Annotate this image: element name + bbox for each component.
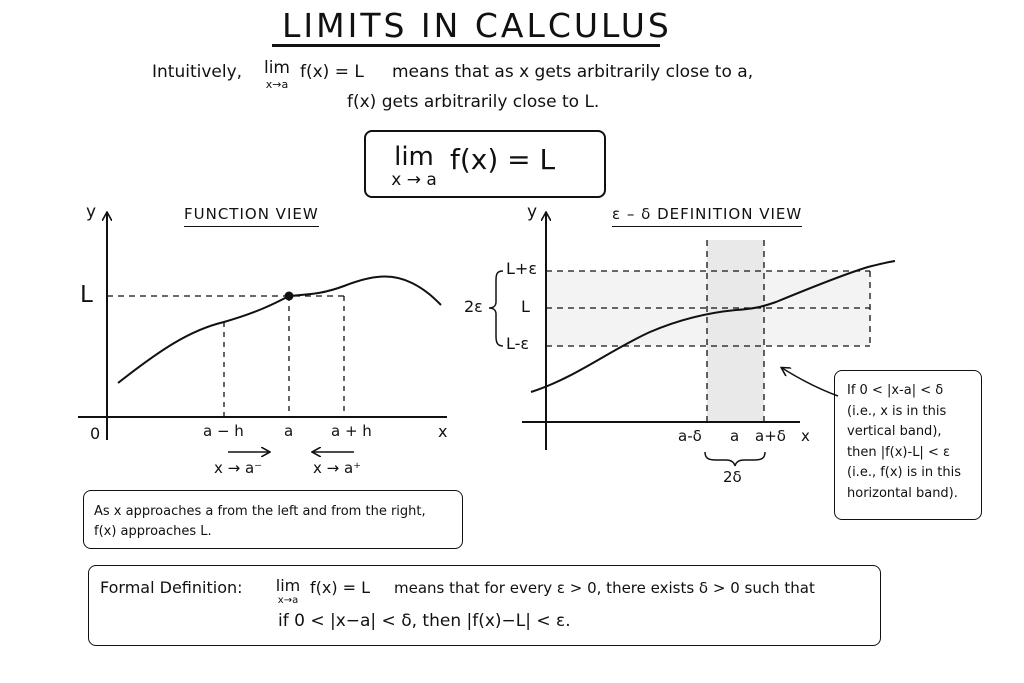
approach-explanation-box: [83, 490, 463, 549]
formal-lim-word: lim: [275, 576, 301, 595]
right-x-label: x: [801, 427, 810, 445]
note-line-2: (i.e., x is in this: [847, 403, 947, 419]
formal-limit: [272, 578, 304, 606]
L-minus-epsilon-label: L-ε: [506, 334, 530, 353]
intro-line-2: f(x) gets arbitrarily close to L.: [347, 92, 600, 112]
right-approach-label: x → a⁺: [313, 459, 362, 477]
limit-point-marker: [285, 292, 294, 301]
two-delta-brace: [705, 452, 765, 466]
page-title: LIMITS IN CALCULUS: [282, 6, 672, 45]
main-expression: f(x) = L: [450, 143, 556, 176]
two-epsilon-brace: [489, 271, 503, 346]
left-approach-label: x → a⁻: [214, 459, 263, 477]
tick-a-plus-delta: a+δ: [755, 427, 786, 445]
note-line-3: vertical band),: [847, 424, 942, 439]
note-line-4: then |f(x)-L| < ε: [847, 444, 950, 460]
intro-expression: f(x) = L: [300, 62, 364, 82]
left-x-label: x: [438, 422, 448, 441]
formal-prefix: Formal Definition:: [100, 578, 243, 597]
approach-line-2: f(x) approaches L.: [94, 524, 212, 539]
intro-prefix: Intuitively,: [152, 62, 243, 82]
origin-label: 0: [90, 424, 101, 443]
epsilon-view-heading: ε – δ DEFINITION VIEW: [612, 207, 802, 227]
formal-suffix: means that for every ε > 0, there exists δ > 0 such that: [394, 579, 815, 597]
intro-lim-subscript: x→a: [265, 78, 289, 91]
formal-definition-box: [88, 565, 881, 646]
delta-vertical-band: [707, 240, 764, 422]
two-epsilon-label: 2ε: [464, 297, 483, 316]
two-delta-label: 2δ: [723, 468, 742, 486]
approach-line-1: As x approaches a from the left and from the right,: [94, 504, 426, 519]
note-line-6: horizontal band).: [847, 485, 958, 501]
formal-expression: f(x) = L: [310, 578, 371, 597]
L-plus-epsilon-label: L+ε: [506, 259, 537, 278]
note-line-5: (i.e., f(x) is in this: [847, 465, 961, 480]
left-y-label: y: [86, 202, 97, 222]
note-line-1: If 0 < |x-a| < δ: [847, 383, 944, 398]
main-lim-word: lim: [394, 142, 434, 172]
tick-a-center: a: [730, 427, 740, 445]
intro-suffix: means that as x gets arbitrarily close to a,: [392, 62, 754, 82]
left-L-label: L: [80, 282, 93, 308]
right-y-label: y: [527, 202, 538, 222]
epsilon-delta-note: [834, 370, 982, 520]
tick-a-minus-delta: a-δ: [678, 427, 702, 445]
tick-a-plus-h: a + h: [331, 422, 372, 440]
intro-lim-word: lim: [263, 58, 290, 78]
function-view-graph: [78, 213, 447, 452]
tick-a: a: [284, 422, 294, 440]
formal-line-2: if 0 < |x−a| < δ, then |f(x)−L| < ε.: [278, 611, 571, 631]
note-pointer-arrow: [782, 368, 838, 396]
left-function-curve: [118, 277, 441, 383]
main-lim-subscript: x → a: [391, 170, 437, 190]
tick-a-minus-h: a − h: [203, 422, 244, 440]
L-band-label: L: [521, 297, 530, 316]
formal-lim-subscript: x→a: [277, 595, 299, 606]
function-view-heading: FUNCTION VIEW: [184, 207, 319, 227]
